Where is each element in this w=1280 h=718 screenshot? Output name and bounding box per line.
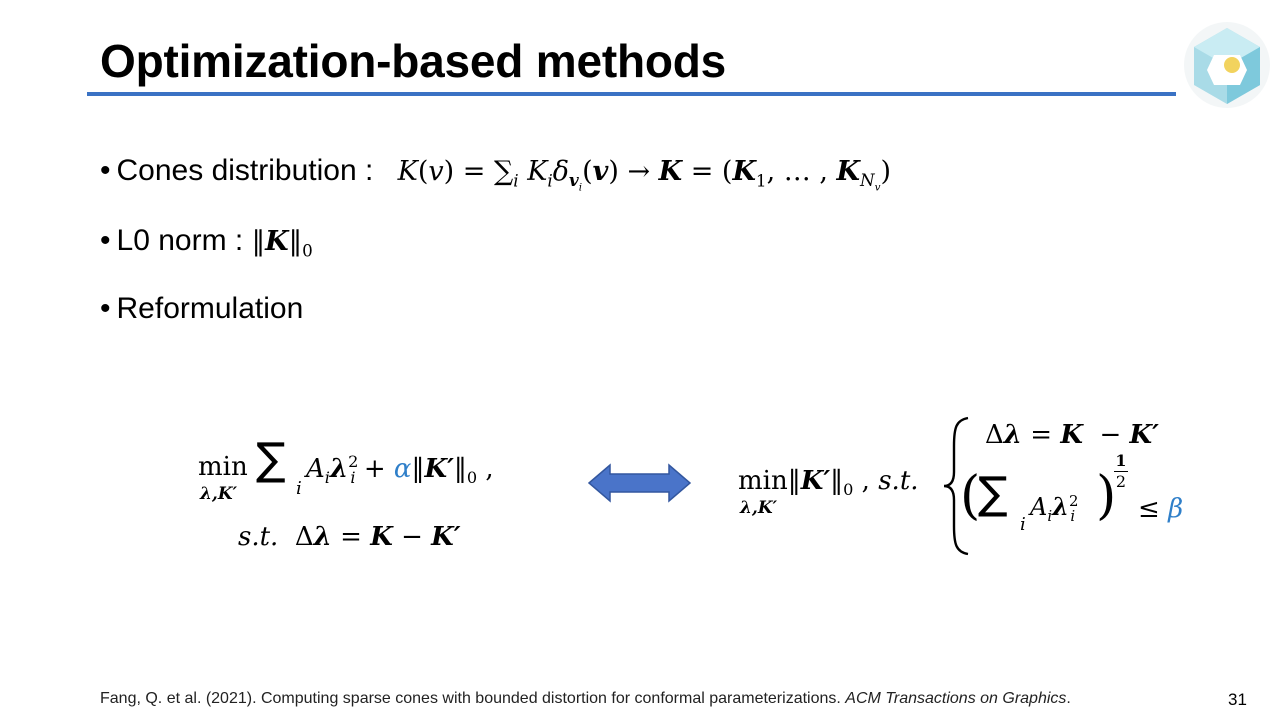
page-number: 31 (1228, 690, 1247, 709)
sum-symbol: ∑ (256, 434, 286, 485)
journal-name: ACM Transactions on Graphics (845, 690, 1067, 707)
bullet-label: Reformulation (116, 292, 304, 325)
bullet-dot: • (100, 154, 111, 187)
hexagon-cube-logo-icon (1184, 20, 1270, 110)
slide-title: Optimization-based methods (100, 35, 727, 87)
citation-text: Fang, Q. et al. (2021). Computing sparse cones with bounded distortion for conformal parameterizations. (100, 690, 841, 707)
bullet-label: Cones distribution : (116, 154, 374, 187)
citation-footer: Fang, Q. et al. (2021). Computing sparse cones with bounded distortion for conformal parameterizations. ACM Transactions on Graphics. (100, 690, 1071, 707)
constraint-line-1: Δλ = K − K′ (985, 420, 1159, 450)
st-label: s.t. (878, 466, 919, 496)
right-optimization-equation: $\min‖K'‖_0$ , s.t. λ,K′ (738, 466, 919, 518)
left-optimization-equation: min λ,K′ ∑ i $A_i\lambda^2_i$ + $\alpha‖K'‖_0$ , s.t. Δλ = K − K′ (198, 434, 494, 552)
title-underline (87, 92, 1176, 96)
bullet-label: L0 norm : (116, 224, 244, 257)
cones-distribution-formula: $K(v) = \sum_i$ $K_i\delta_{v_i}(v) \to K = (K_1$, … , $K_{N_v}$) (397, 156, 892, 194)
bullet-reformulation (100, 292, 303, 326)
exponent-denominator: 2 (1115, 471, 1127, 491)
bullet-l0-norm (100, 224, 313, 261)
equivalence-double-arrow (588, 463, 691, 503)
min-operator: min (738, 466, 788, 496)
bullet-dot: • (100, 224, 111, 257)
st-label: s.t. (238, 522, 279, 552)
min-subscript: λ,K′ (200, 484, 238, 504)
bullet-cones-distribution (100, 154, 892, 194)
min-subscript: λ,K′ (740, 498, 778, 518)
l0-norm-formula: $‖K‖_0$ (251, 226, 313, 261)
bullet-dot: • (100, 292, 111, 325)
min-operator: min (198, 452, 248, 482)
constraint-line-2: ( ∑ i $A_i\lambda^2_i$ ) 1 2 ≤ β (960, 451, 1184, 535)
exponent-numerator: 1 (1115, 451, 1127, 470)
